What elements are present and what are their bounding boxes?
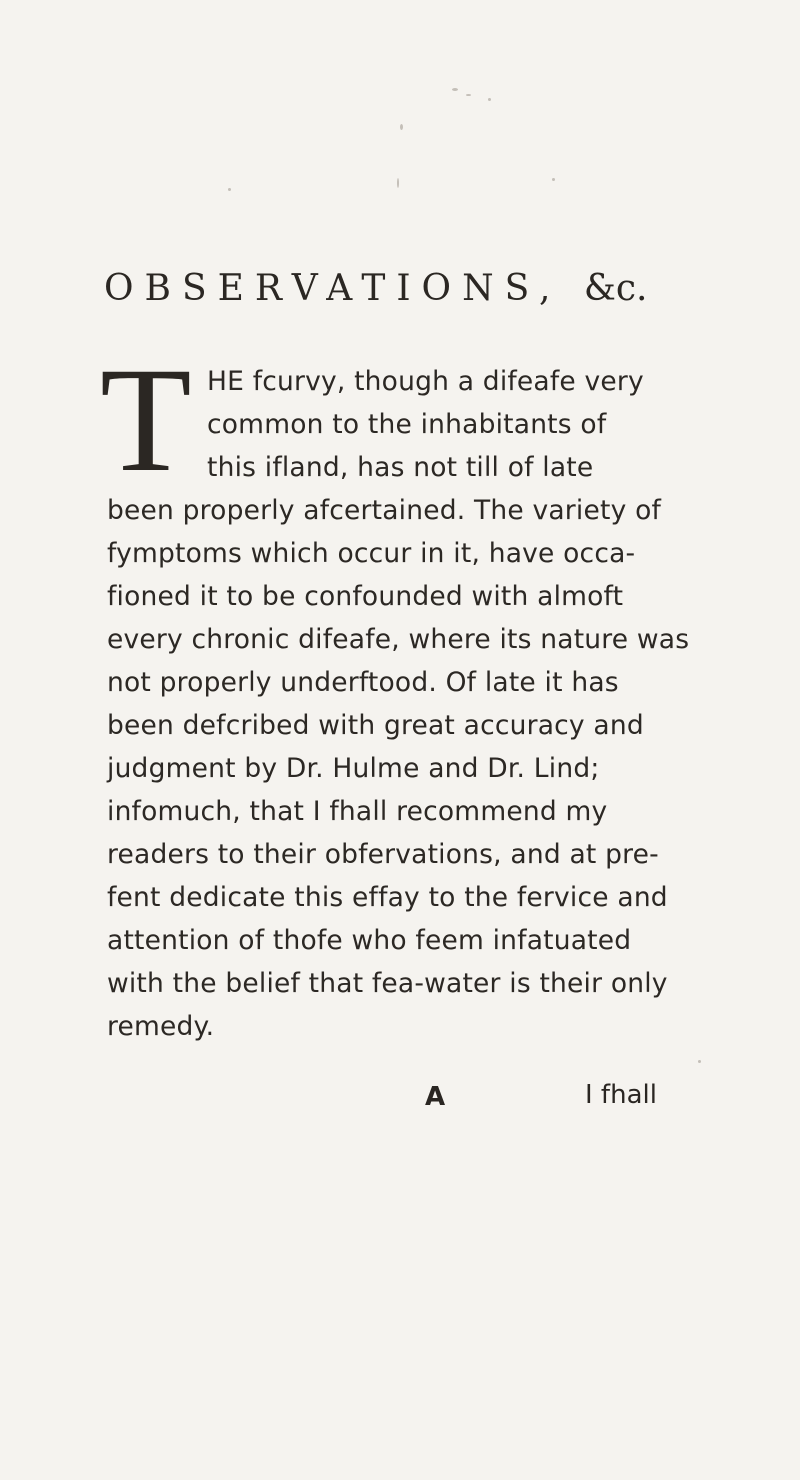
text-line: every chronic difeafe, where its nature was: [107, 624, 690, 655]
text-line: been properly afcertained. The variety of: [107, 495, 662, 526]
scan-speck: [452, 88, 458, 91]
heading-etc: &c.: [583, 268, 648, 309]
scan-speck: [400, 124, 403, 130]
text-line: been defcribed with great accuracy and: [107, 710, 644, 741]
text-line: not properly underftood. Of late it has: [107, 667, 619, 698]
text-line: fymptoms which occur in it, have occa-: [107, 538, 636, 569]
catchword: I fhall: [585, 1080, 657, 1110]
text-line: common to the inhabitants of: [207, 409, 607, 440]
signature-mark: A: [425, 1082, 446, 1112]
scan-speck: [228, 188, 231, 191]
text-line: attention of thofe who feem infatuated: [107, 925, 632, 956]
text-line: HE fcurvy, though a difeafe very: [207, 366, 644, 397]
text-line: readers to their obfervations, and at pre-: [107, 839, 659, 870]
text-line: remedy.: [107, 1011, 215, 1042]
scan-speck: [552, 178, 555, 181]
text-line: fioned it to be confounded with almoft: [107, 581, 624, 612]
drop-cap: T: [100, 337, 192, 503]
text-line: fent dedicate this effay to the fervice and: [107, 882, 668, 913]
text-line: this ifland, has not till of late: [207, 452, 594, 483]
text-line: with the belief that fea-water is their only: [107, 968, 668, 999]
scan-speck: [698, 1060, 701, 1063]
text-line: infomuch, that I fhall recommend my: [107, 796, 608, 827]
scan-speck: [488, 98, 491, 101]
page-heading: [104, 268, 724, 309]
text-line: judgment by Dr. Hulme and Dr. Lind;: [107, 753, 600, 784]
scan-speck: [466, 94, 471, 96]
heading-title: OBSERVATIONS,: [104, 268, 562, 309]
scan-speck: [397, 178, 399, 188]
